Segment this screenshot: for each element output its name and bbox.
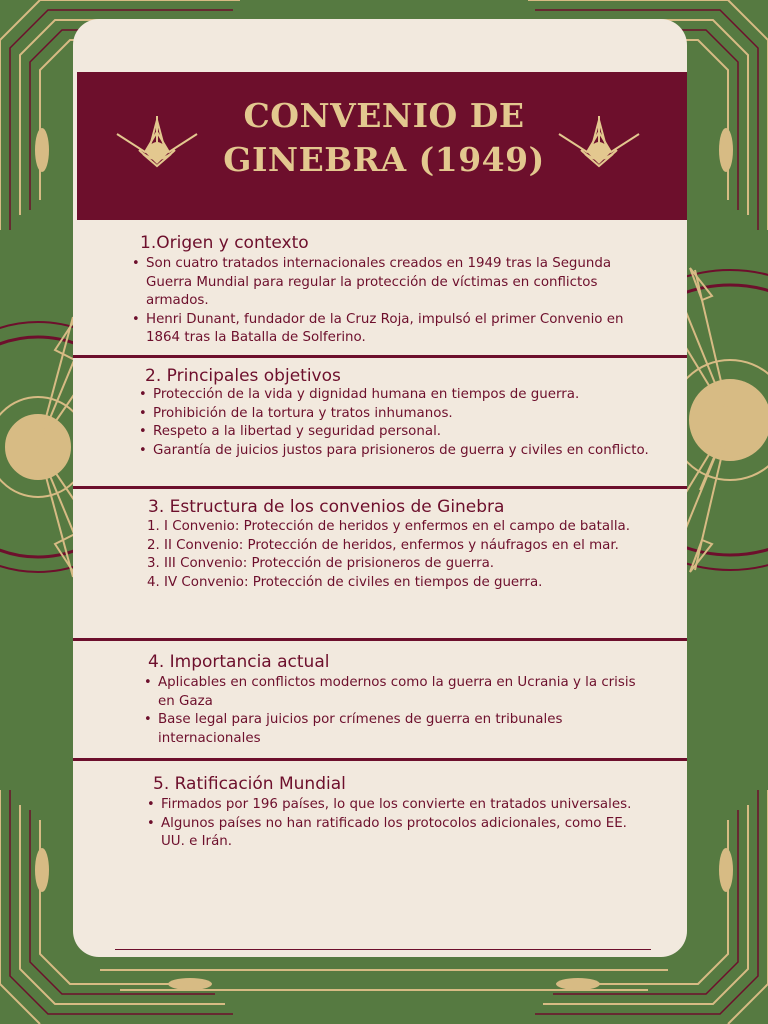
section-title: 3. Estructura de los convenios de Ginebra <box>148 497 505 517</box>
section-title: 1.Origen y contexto <box>140 233 309 253</box>
art-deco-fan-ornament-left-icon <box>115 112 199 174</box>
list-item: • Aplicables en conflictos modernos como la guerra en Ucrania y la crisis en Gaza <box>142 674 642 711</box>
section-title: 5. Ratificación Mundial <box>153 774 346 794</box>
list-item: • Henri Dunant, fundador de la Cruz Roja, impulsó el primer Convenio en 1864 tras la Batalla de Solferino. <box>130 311 650 348</box>
title-banner <box>77 72 687 220</box>
list-item: • Firmados por 196 países, lo que los convierte en tratados universales. <box>145 796 645 815</box>
section-list <box>130 255 650 348</box>
section-list <box>137 386 657 460</box>
page-title: CONVENIO DE GINEBRA (1949) <box>223 96 545 179</box>
list-item: • Base legal para juicios por crímenes de guerra en tribunales internacionales <box>142 711 642 748</box>
section-title: 2. Principales objetivos <box>145 366 341 386</box>
section-divider <box>73 758 687 761</box>
section-title: 4. Importancia actual <box>148 652 330 672</box>
section-list <box>145 796 645 852</box>
section-divider <box>73 355 687 358</box>
list-item: • Prohibición de la tortura y tratos inhumanos. <box>137 405 657 424</box>
section-divider <box>73 638 687 641</box>
section-list <box>142 674 642 748</box>
list-item: 2. II Convenio: Protección de heridos, enfermos y náufragos en el mar. <box>147 537 619 553</box>
art-deco-fan-ornament-right-icon <box>557 112 641 174</box>
list-item: • Algunos países no han ratificado los protocolos adicionales, como EE. UU. e Irán. <box>145 815 645 852</box>
list-item: 3. III Convenio: Protección de prisioneros de guerra. <box>147 556 495 571</box>
list-item: • Garantía de juicios justos para prisioneros de guerra y civiles en conflicto. <box>137 442 657 461</box>
list-item: • Respeto a la libertad y seguridad personal. <box>137 423 657 442</box>
list-item: • Protección de la vida y dignidad humana en tiempos de guerra. <box>137 386 657 405</box>
list-item: 1. I Convenio: Protección de heridos y enfermos en el campo de batalla. <box>147 519 630 534</box>
section-list <box>147 518 647 592</box>
content-card <box>73 19 687 957</box>
section-divider <box>73 486 687 489</box>
list-item: 4. IV Convenio: Protección de civiles en tiempos de guerra. <box>147 574 543 590</box>
list-item: • Son cuatro tratados internacionales creados en 1949 tras la Segunda Guerra Mundial para regular la protección de víctimas en conflictos armados. <box>130 255 650 311</box>
bottom-rule <box>115 949 651 950</box>
